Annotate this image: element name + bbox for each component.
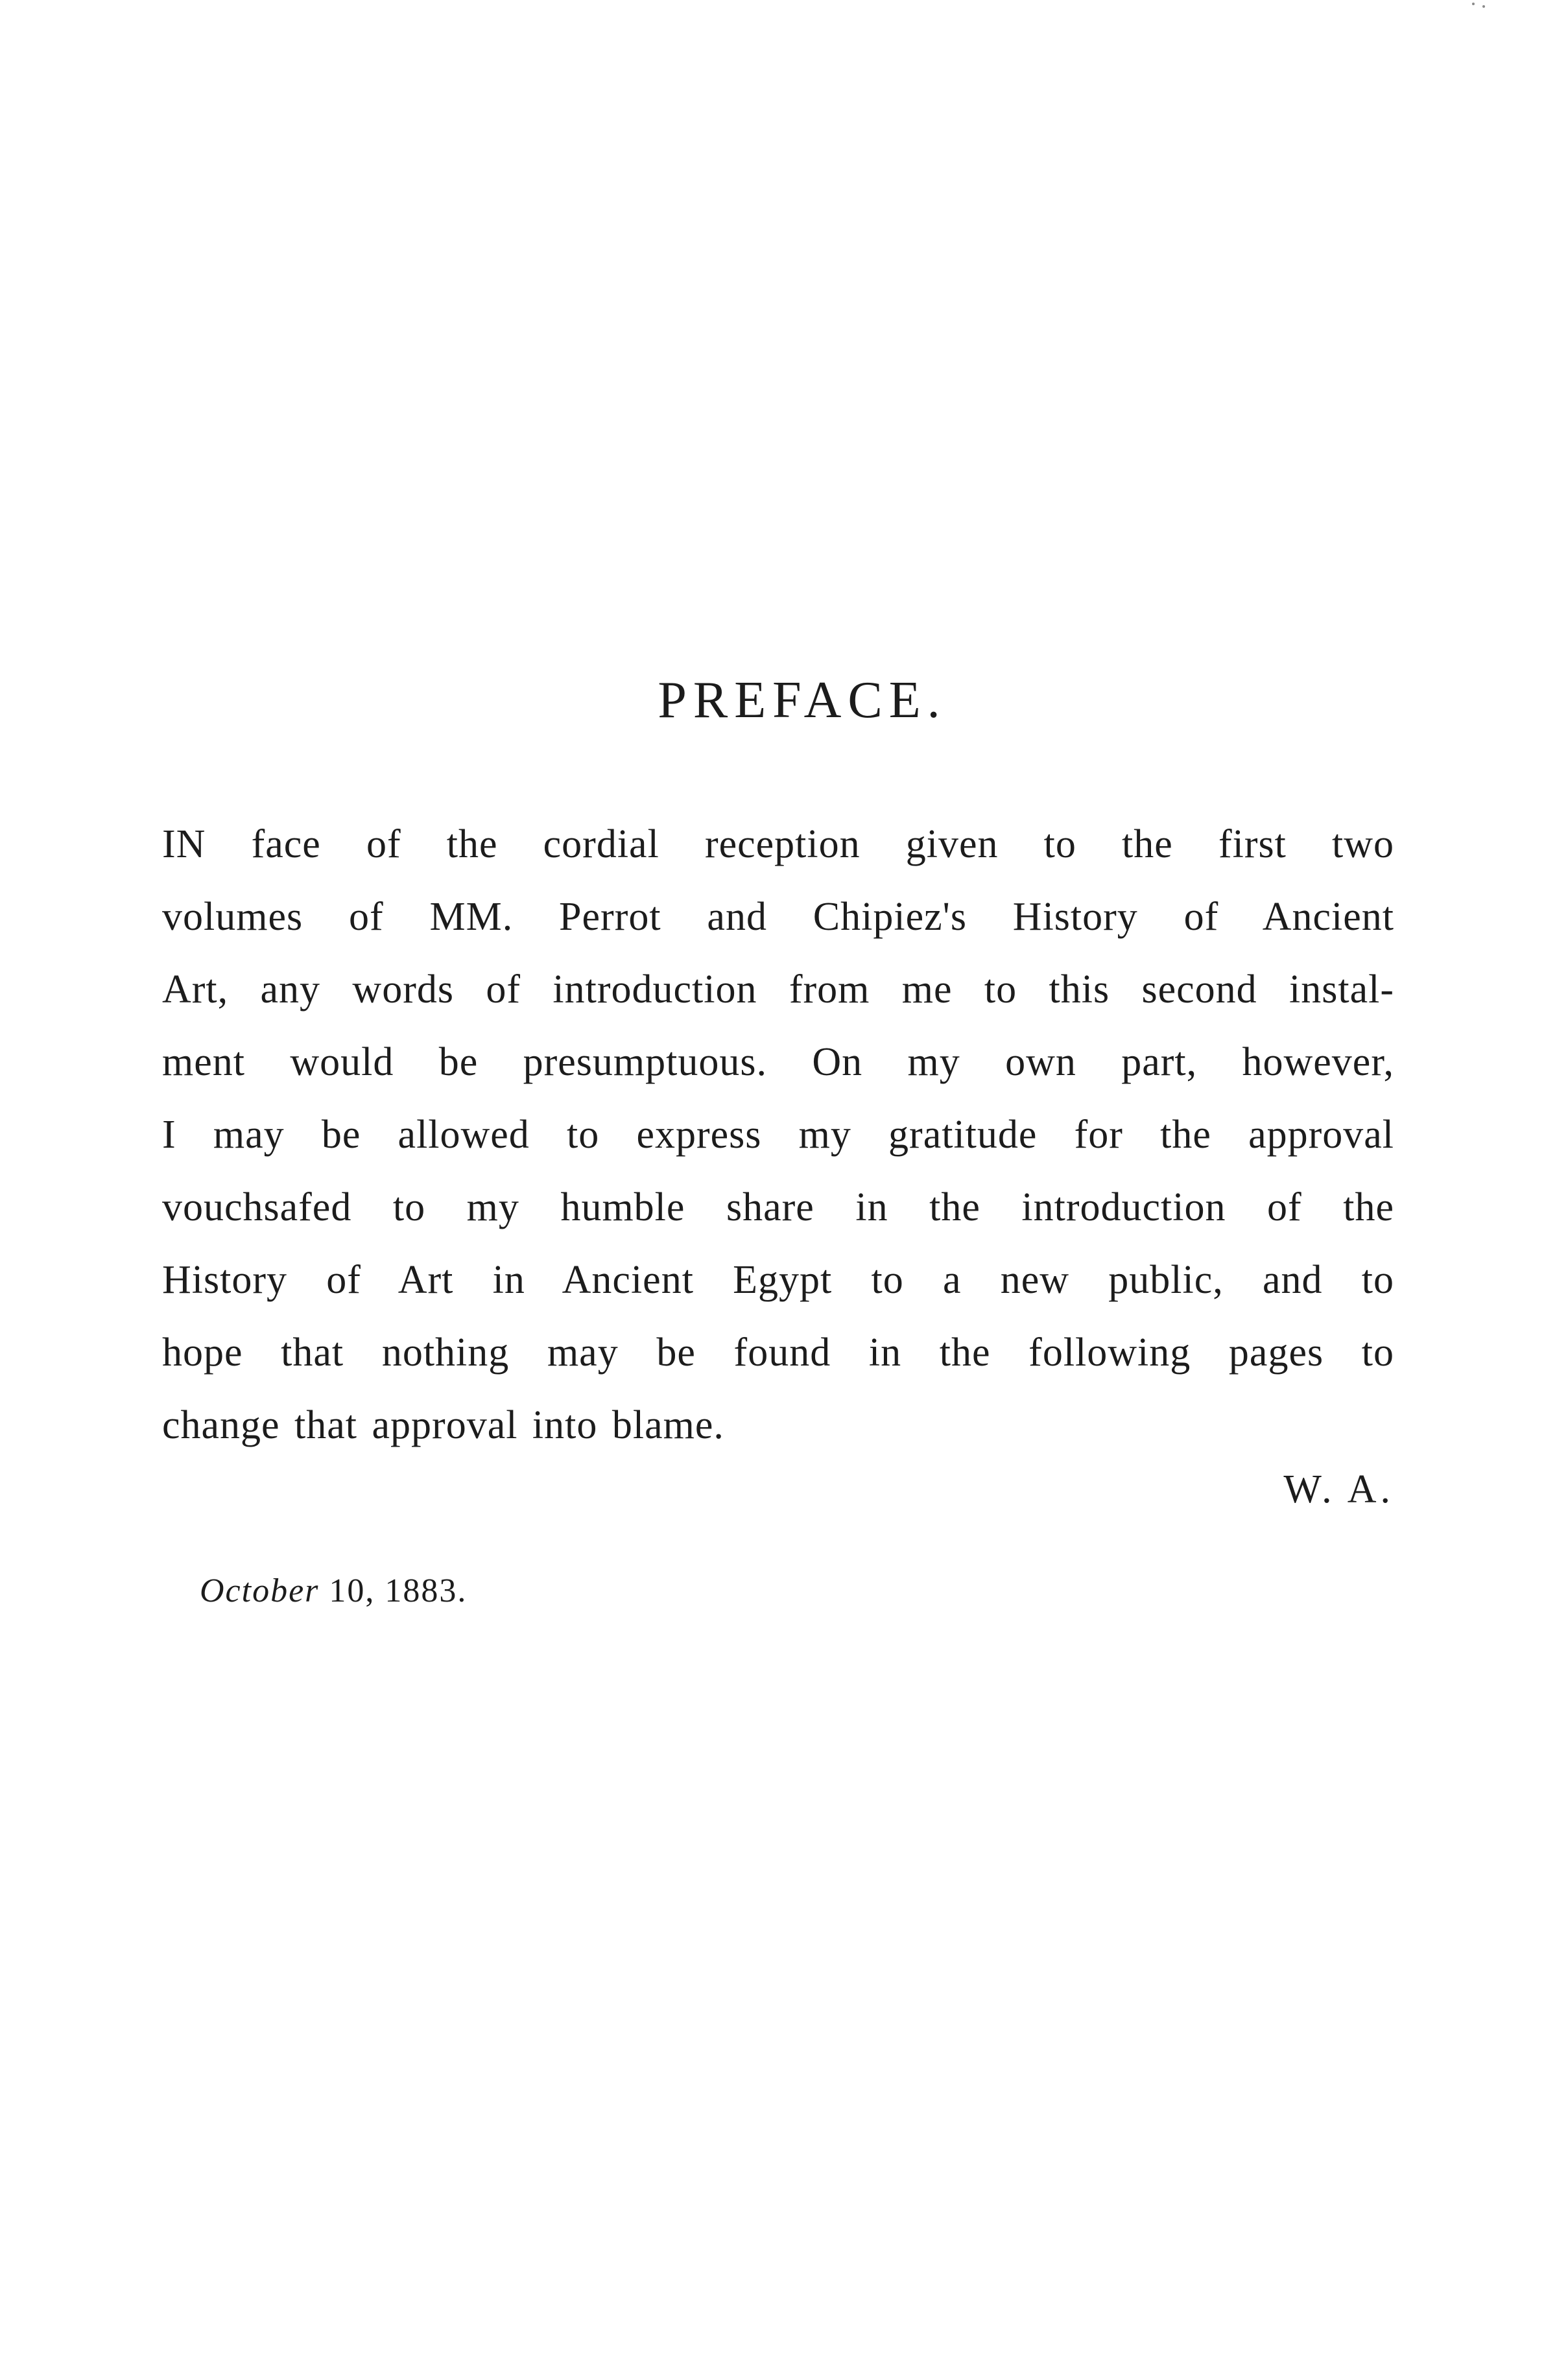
paragraph-line: ment would be presumptuous. On my own part, however, [162,1040,1394,1084]
paragraph-line: volumes of MM. Perrot and Chipiez's History of Ancient [162,895,1394,939]
paragraph-line: vouchsafed to my humble share in the introduction of the [162,1185,1394,1229]
paragraph-line: hope that nothing may be found in the following pages to [162,1331,1394,1375]
paragraph-line: change that approval into blame. [162,1403,724,1447]
paragraph-line: History of Art in Ancient Egypt to a new public, and to [162,1258,1394,1302]
author-initials: W. A. [1283,1467,1394,1511]
preface-paragraph [162,808,1394,1462]
date-month: October [200,1572,320,1609]
date-day-year: 10, 1883. [329,1572,468,1609]
preface-date [200,1572,467,1610]
page-title: PREFACE. [658,672,947,729]
scan-specks [1471,1,1490,9]
paragraph-line: Art, any words of introduction from me to this second instal- [162,967,1394,1012]
paragraph-line: IN face of the cordial reception given to the first two [162,822,1394,866]
paragraph-line: I may be allowed to express my gratitude for the approval [162,1113,1394,1157]
